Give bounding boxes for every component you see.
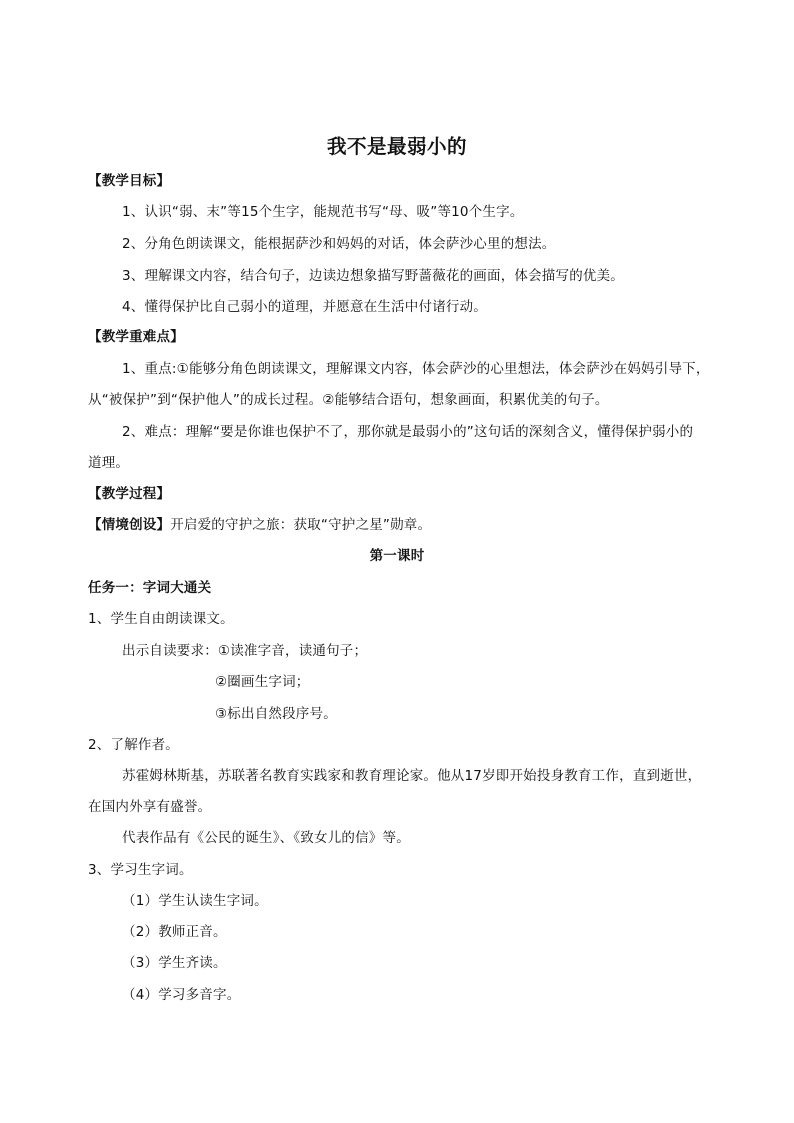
goals-heading: 【教学目标】: [88, 173, 171, 189]
step-1-requirement-3: ③标出自然段序号。: [215, 706, 337, 722]
goal-item-2: 2、分角色朗读课文，能根据萨沙和妈妈的对话，体会萨沙心里的想法。: [122, 236, 556, 252]
page-title: 我不是最弱小的: [326, 135, 467, 158]
works-line: 代表作品有《公民的诞生》、《致女儿的信》等。: [122, 830, 410, 846]
keypoint-2-line-1: 2、难点：理解“要是你谁也保护不了，那你就是最弱小的”这句话的深刻含义，懂得保护弱小的: [122, 424, 694, 440]
step-1-requirement: 出示自读要求：①读准字音，读通句子；: [122, 643, 368, 659]
step-3: 3、学习生字词。: [88, 862, 193, 878]
scenario-line: [88, 516, 431, 534]
step-2: 2、了解作者。: [88, 737, 179, 753]
keypoint-1-line-2: 从“被保护”到“保护他人”的成长过程。②能够结合语句，想象画面，积累优美的句子。: [88, 392, 609, 408]
step-3-item-2: （2）教师正音。: [122, 924, 227, 940]
author-line-1: 苏霍姆林斯基，苏联著名教育实践家和教育理论家。他从17岁即开始投身教育工作，直到逝世，: [122, 768, 702, 784]
author-line-2: 在国内外享有盛誉。: [88, 799, 212, 815]
scenario-text: 开启爱的守护之旅：获取“守护之星”勋章。: [170, 517, 432, 533]
step-1: 1、学生自由朗读课文。: [88, 611, 234, 627]
keypoints-heading: 【教学重难点】: [88, 329, 184, 345]
step-3-item-1: （1）学生认读生字词。: [122, 893, 268, 909]
step-3-item-3: （3）学生齐读。: [122, 955, 227, 971]
scenario-label: 【情境创设】: [88, 517, 171, 533]
step-1-requirement-2: ②圈画生字词；: [215, 674, 310, 690]
process-heading: 【教学过程】: [88, 486, 171, 502]
goal-item-4: 4、懂得保护比自己弱小的道理，并愿意在生活中付诸行动。: [122, 299, 487, 315]
task1-heading: 任务一：字词大通关: [88, 580, 212, 596]
step-3-item-4: （4）学习多音字。: [122, 987, 241, 1003]
keypoint-1-line-1: 1、重点:①能够分角色朗读课文，理解课文内容，体会萨沙的心里想法，体会萨沙在妈妈引导下，: [122, 361, 710, 377]
lesson-title: 第一课时: [369, 548, 425, 564]
goal-item-1: 1、认识“弱、末”等15个生字，能规范书写“母、吸”等10个生字。: [122, 204, 524, 220]
keypoint-2-line-2: 道理。: [88, 455, 130, 471]
goal-item-3: 3、理解课文内容，结合句子，边读边想象描写野蔷薇花的画面，体会描写的优美。: [122, 268, 624, 284]
